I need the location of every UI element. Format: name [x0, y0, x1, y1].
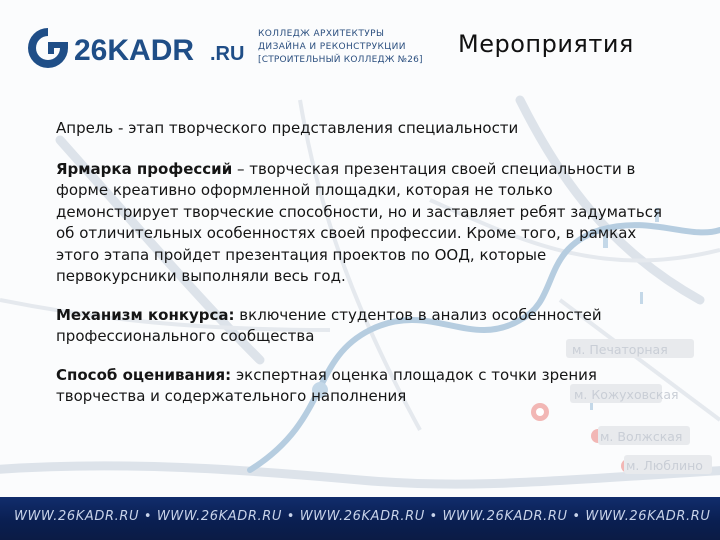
paragraph-text: – творческая презентация своей специальности в форме креативно оформленной площадки, которая не только демонстрирует творческие способности, но и заставляет ребят задуматься об отличительных особенностях своей профессии. Кроме того, в рамках этого этапа пройдет презентация проектов по ООД, которые первокурсники выполняли весь год. — [56, 159, 662, 285]
paragraph-term: Механизм конкурса: — [56, 305, 235, 324]
map-label: м. Кожуховская — [574, 387, 679, 402]
logo-college-line: КОЛЛЕДЖ АРХИТЕКТУРЫ — [258, 29, 385, 39]
logo-brand-suffix: .RU — [210, 43, 245, 65]
paragraph-text: включение студентов в анализ особенностей профессионального сообщества — [56, 305, 602, 345]
slide-content — [56, 118, 666, 425]
college-logo — [26, 24, 426, 72]
paragraph-term: Ярмарка профессий — [56, 159, 233, 178]
footer-url-strip: WWW.26KADR.RU • WWW.26KADR.RU • WWW.26KADR.RU • WWW.26KADR.RU • WWW.26KADR.RU — [14, 509, 711, 524]
map-label: м. Печаторная — [572, 342, 668, 357]
slide-title: Мероприятия — [458, 30, 634, 58]
footer-bar — [0, 497, 720, 540]
logo-emblem-icon — [28, 28, 68, 68]
logo-college-line: ДИЗАЙНА И РЕКОНСТРУКЦИИ — [258, 42, 406, 52]
section-heading: Апрель - этап творческого представления специальности — [56, 119, 519, 137]
paragraph-mechanism — [56, 305, 666, 348]
paragraph-fair — [56, 159, 666, 288]
paragraph-text: экспертная оценка площадок с точки зрения творчества и содержательного наполнения — [56, 365, 597, 405]
map-label: м. Люблино — [626, 458, 703, 473]
logo-brand: 26KADR — [74, 34, 195, 67]
logo-college-line: [СТРОИТЕЛЬНЫЙ КОЛЛЕДЖ №26] — [258, 55, 423, 65]
paragraph-term: Способ оценивания: — [56, 365, 232, 384]
map-label: м. Волжская — [600, 429, 683, 444]
paragraph-evaluation — [56, 365, 666, 408]
